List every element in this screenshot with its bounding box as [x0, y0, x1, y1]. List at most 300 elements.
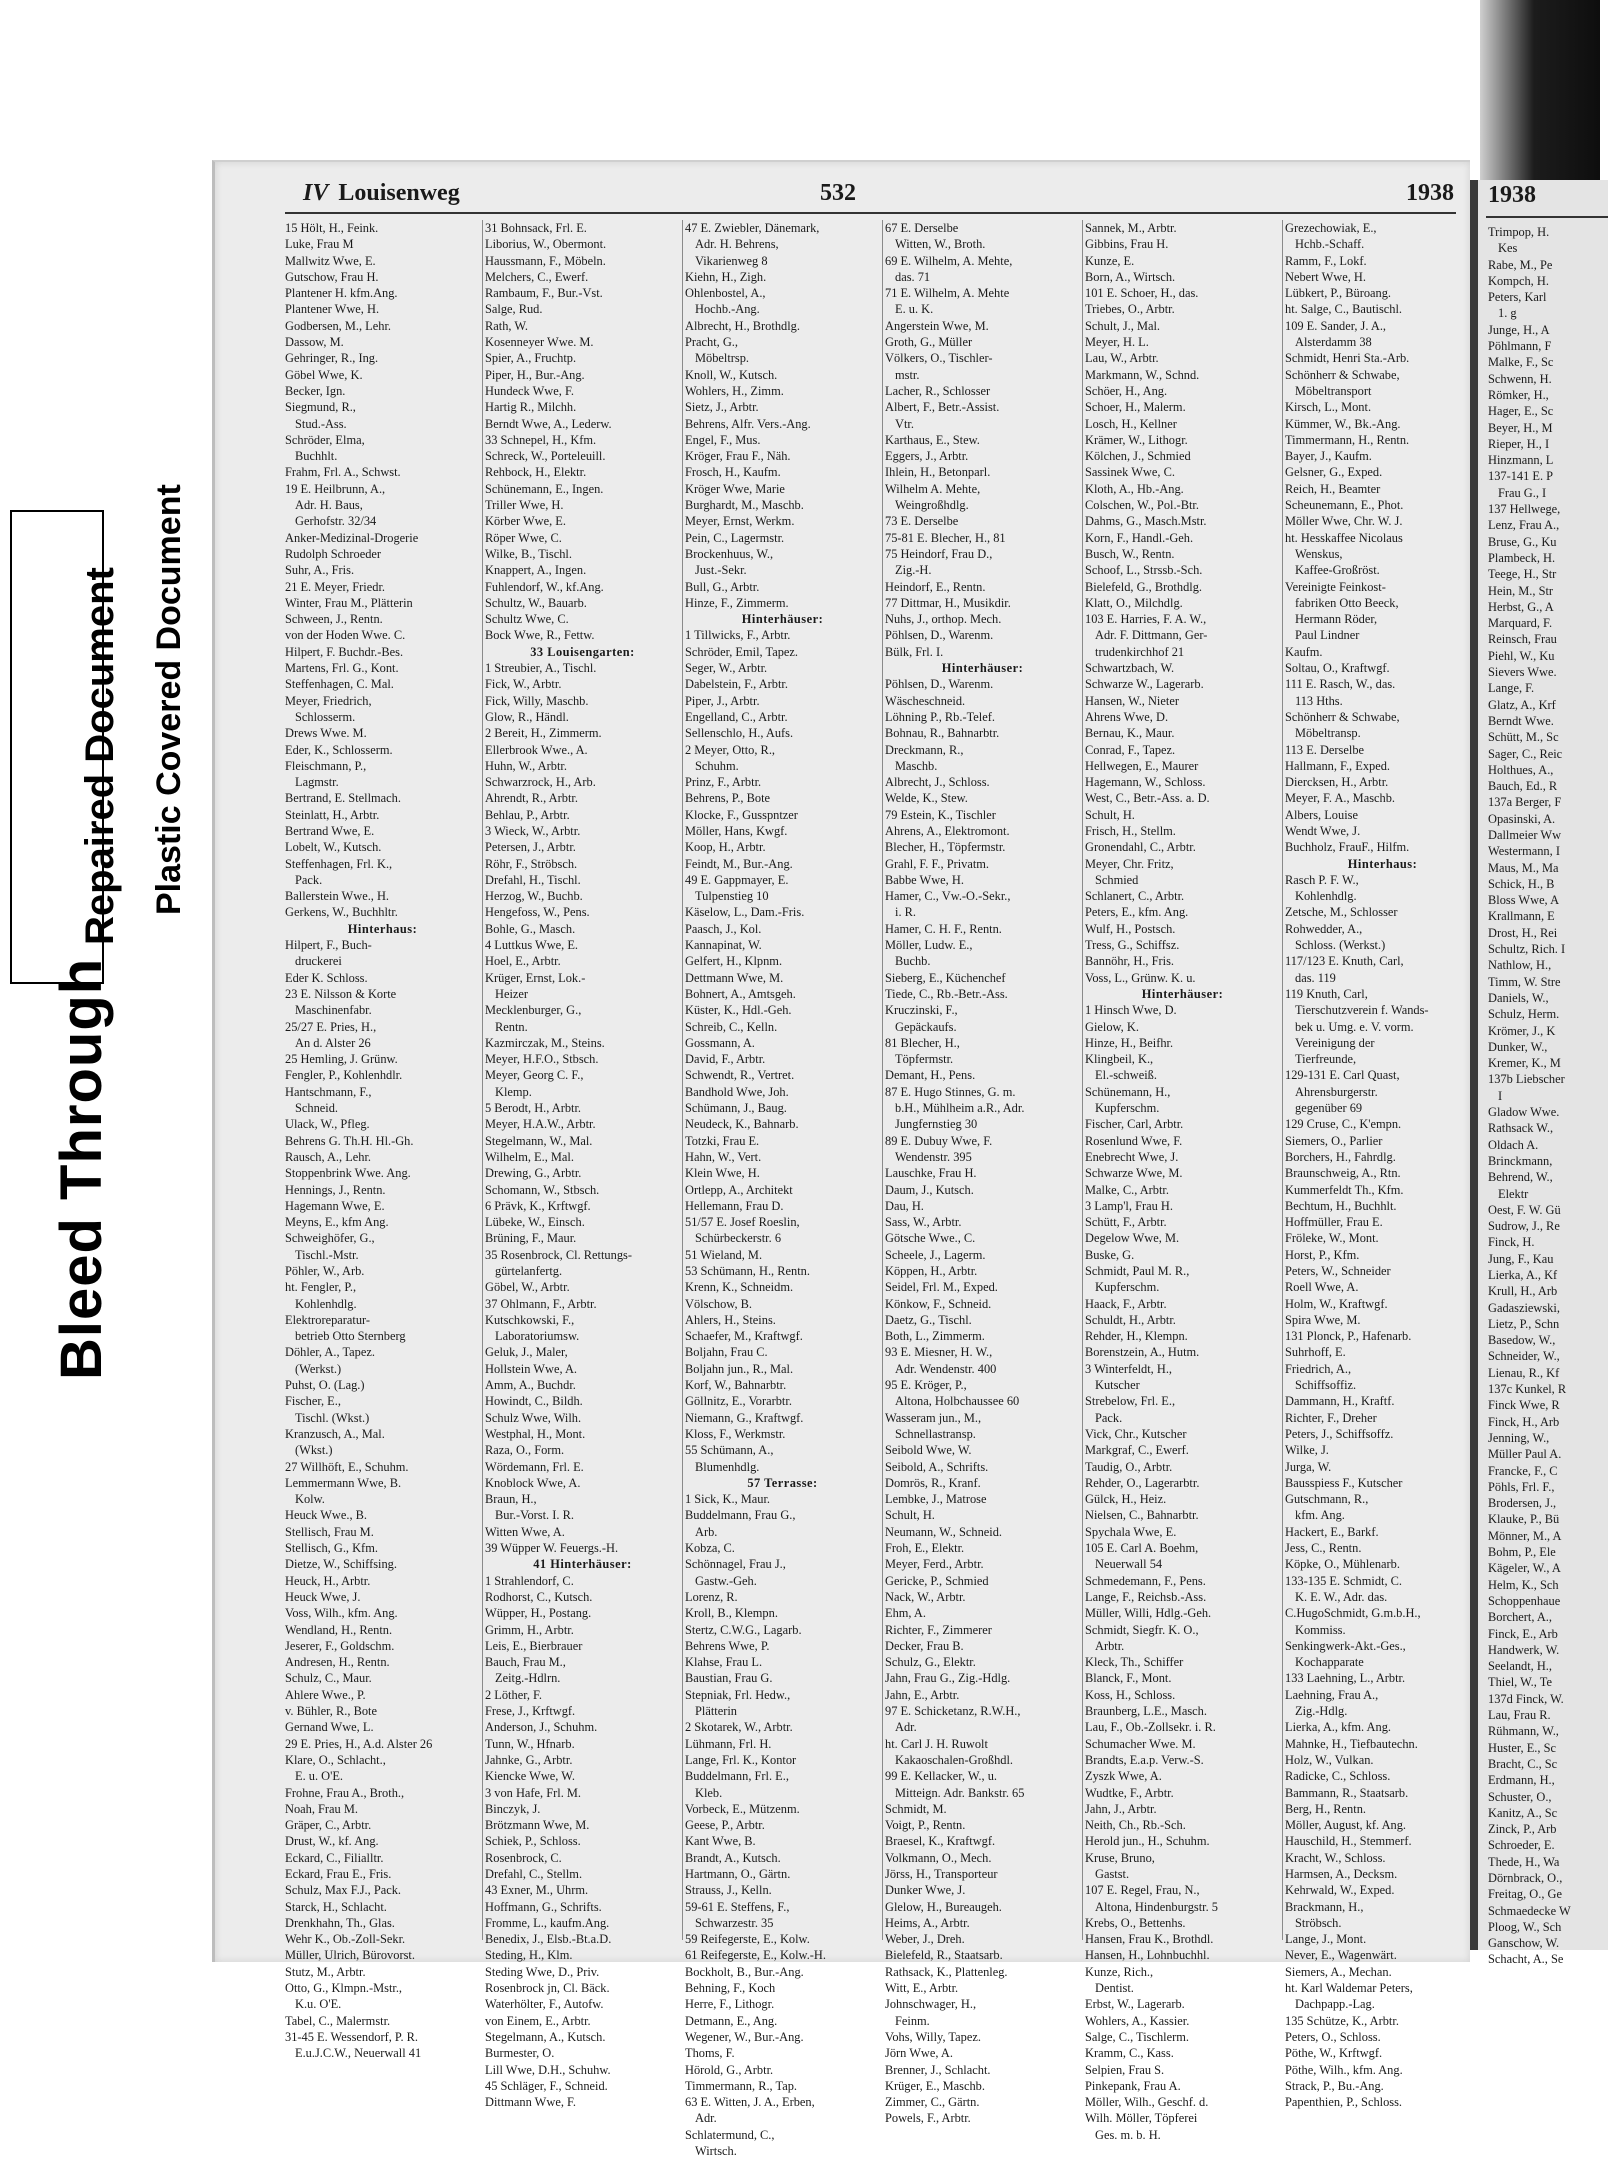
adjacent-entry: Seelandt, H., — [1488, 1659, 1553, 1674]
directory-entry: Neudeck, K., Bahnarb. — [685, 1117, 799, 1132]
directory-entry: Peters, J., Schiffsoffz. — [1285, 1426, 1394, 1441]
directory-entry: K. E. W., Adr. das. — [1295, 1589, 1388, 1604]
adjacent-entry: 137b Liebscher — [1488, 1072, 1565, 1087]
directory-entry: 1 Hinsch Wwe, D. — [1085, 1003, 1177, 1018]
directory-entry: 31-45 E. Wessendorf, P. R. — [285, 2029, 418, 2044]
directory-entry: Schütt, F., Arbtr. — [1085, 1215, 1167, 1230]
directory-entry: Ehm, A. — [885, 1606, 926, 1621]
directory-entry: 2 Bereit, H., Zimmerm. — [485, 726, 602, 741]
adjacent-entry: Schoppenhaue — [1488, 1593, 1561, 1608]
directory-entry: Puhst, O. (Lag.) — [285, 1378, 365, 1393]
directory-entry: Kaffee-Großröst. — [1295, 563, 1380, 578]
directory-entry: Kohlenhdlg. — [1295, 889, 1357, 904]
directory-entry: Richter, F., Zimmerer — [885, 1622, 992, 1637]
directory-entry: Schultz Wwe, C. — [485, 612, 569, 627]
adjacent-entry: Schick, H., B — [1488, 876, 1555, 891]
directory-entry: Buddelmann, Frl. E., — [685, 1769, 789, 1784]
directory-entry: Wirtsch. — [695, 2144, 737, 2159]
adjacent-entry: Plambeck, H. — [1488, 550, 1556, 565]
directory-entry: Schmied — [1095, 872, 1139, 887]
directory-entry: Heims, A., Arbtr. — [885, 1915, 970, 1930]
directory-entry: Braun, H., — [485, 1492, 537, 1507]
directory-entry: 1 Strahlendorf, C. — [485, 1573, 574, 1588]
directory-entry: Adr. Wendenstr. 400 — [895, 1361, 997, 1376]
directory-entry: Borenstzein, A., Hutm. — [1085, 1345, 1200, 1360]
directory-entry: Kloss, F., Werkmstr. — [685, 1426, 786, 1441]
directory-entry: Tulpenstieg 10 — [695, 889, 769, 904]
adjacent-entry: Teege, H., Str — [1488, 567, 1557, 582]
directory-entry: Eder K. Schloss. — [285, 970, 368, 985]
adjacent-entry: Elektr — [1498, 1186, 1529, 1201]
directory-entry: Braunschweig, A., Rtn. — [1285, 1166, 1401, 1181]
directory-entry: E. u. O'E. — [295, 1769, 344, 1784]
directory-entry: Lemmermann Wwe, B. — [285, 1475, 402, 1490]
directory-entry: 31 Bohnsack, Frl. E. — [485, 221, 587, 235]
directory-entry: Gräper, C., Arbtr. — [285, 1818, 372, 1833]
adjacent-entry: Glatz, A., Krf — [1488, 697, 1556, 712]
directory-entry: Heizer — [495, 986, 529, 1001]
directory-entry: Bockholt, B., Bur.-Ang. — [685, 1964, 804, 1979]
directory-entry: 51 Wieland, M. — [685, 1247, 763, 1262]
directory-entry: Wendt Wwe, J. — [1285, 823, 1361, 838]
directory-entry: Drefahl, H., Tischl. — [485, 872, 581, 887]
adjacent-entry: Schultz, Rich. I — [1488, 942, 1566, 957]
directory-entry: Rambaum, F., Bur.-Vst. — [485, 286, 603, 301]
directory-entry: 107 E. Regel, Frau, N., — [1085, 1883, 1200, 1898]
directory-entry: Kazmirczak, M., Steins. — [485, 1035, 605, 1050]
adjacent-entry: Sudrow, J., Re — [1488, 1219, 1560, 1234]
directory-entry: 79 Estein, K., Tischler — [885, 807, 996, 822]
directory-entry: Otto, G., Klmpn.-Mstr., — [285, 1981, 403, 1996]
directory-entry: Both, L., Zimmerm. — [885, 1329, 985, 1344]
directory-entry: Hackert, E., Barkf. — [1285, 1524, 1379, 1539]
directory-entry: druckerei — [295, 954, 342, 969]
directory-entry: Domrös, R., Kranf. — [885, 1475, 981, 1490]
directory-entry: Schwarze Wwe, M. — [1085, 1166, 1183, 1181]
directory-entry: Rehder, H., Klempn. — [1085, 1329, 1188, 1344]
directory-entry: ht. Karl Waldemar Peters, — [1285, 1981, 1413, 1996]
adjacent-entry: Behrend, W., — [1488, 1170, 1553, 1185]
adjacent-entry: Dörnbrack, O., — [1488, 1870, 1563, 1885]
adjacent-entry: Gladow Wwe. — [1488, 1105, 1560, 1120]
directory-entry: Daetz, G., Tischl. — [885, 1312, 972, 1327]
directory-entry: Dunker Wwe, J. — [885, 1883, 966, 1898]
directory-entry: Blumenhdlg. — [695, 1459, 760, 1474]
directory-entry: Scheele, J., Lagerm. — [885, 1247, 986, 1262]
directory-entry: 69 E. Wilhelm, A. Mehte, — [885, 253, 1013, 268]
directory-entry: Albrecht, H., Brothdlg. — [685, 318, 800, 333]
directory-entry: Schöer, H., Ang. — [1085, 383, 1168, 398]
directory-entry: Klare, O., Schlacht., — [285, 1752, 386, 1767]
directory-entry: Stud.-Ass. — [295, 416, 347, 431]
directory-entry: Vereinigte Feinkost- — [1285, 579, 1386, 594]
directory-entry: gürtelanfertg. — [495, 1264, 563, 1278]
directory-entry: Bülk, Frl. I. — [885, 644, 944, 659]
directory-entry: Korf, W., Bahnarbtr. — [685, 1378, 787, 1393]
directory-entry: Döhler, A., Tapez. — [285, 1345, 375, 1360]
directory-entry: Rath, W. — [485, 318, 529, 333]
directory-entry: Rausch, A., Lehr. — [285, 1149, 372, 1164]
directory-entry: Schult, H. — [1085, 807, 1135, 822]
directory-entry: Triebes, O., Arbtr. — [1085, 302, 1175, 317]
directory-entry: Lübkert, P., Büroang. — [1285, 286, 1391, 301]
directory-entry: Altona, Hindenburgstr. 5 — [1095, 1899, 1218, 1914]
directory-entry: Meyer, Ferd., Arbtr. — [885, 1557, 984, 1572]
directory-entry: Kracht, W., Schloss. — [1285, 1850, 1386, 1865]
directory-entry: Radicke, C., Schloss. — [1285, 1769, 1391, 1784]
directory-entry: Albrecht, J., Schloss. — [885, 775, 990, 790]
directory-entry: Feindt, M., Bur.-Ang. — [685, 856, 793, 871]
adjacent-page-year: 1938 — [1488, 182, 1536, 208]
header-rule — [285, 212, 1456, 214]
adjacent-entry: Kanitz, A., Sc — [1488, 1805, 1558, 1820]
adjacent-entry: Berndt Wwe. — [1488, 713, 1554, 728]
directory-entry: Schumacher Wwe. M. — [1085, 1736, 1196, 1751]
directory-entry: Schaefer, M., Kraftwgf. — [685, 1329, 803, 1344]
adjacent-entry: Finck, H. — [1488, 1235, 1535, 1250]
column-divider — [482, 220, 483, 1940]
directory-entry: Maschinenfabr. — [295, 1003, 372, 1018]
street-name: Louisenweg — [338, 180, 460, 206]
directory-entry: Niemann, G., Kraftwgf. — [685, 1410, 804, 1425]
directory-entry: Kehrwald, W., Exped. — [1285, 1883, 1395, 1898]
directory-entry: Götsche Wwe., C. — [885, 1231, 976, 1246]
directory-entry: Koss, H., Schloss. — [1085, 1687, 1176, 1702]
adjacent-entry: Schacht, A., Se — [1488, 1952, 1564, 1967]
directory-entry: 15 Hölt, H., Feink. — [285, 221, 379, 235]
directory-entry: Frohne, Frau A., Broth., — [285, 1785, 405, 1800]
directory-entry: Fischer, E., — [285, 1394, 341, 1409]
directory-entry: Busch, W., Rentn. — [1085, 546, 1175, 561]
directory-entry: 73 E. Derselbe — [885, 514, 959, 529]
directory-entry: Kosenneyer Wwe. M. — [485, 335, 594, 350]
directory-entry: Steding Wwe, D., Priv. — [485, 1964, 600, 1979]
directory-column-4 — [885, 220, 1080, 2126]
directory-entry: Knoll, W., Kutsch. — [685, 367, 778, 382]
adjacent-entry: Sievers Wwe. — [1488, 665, 1557, 680]
directory-entry: Luke, Frau M — [285, 237, 354, 252]
directory-entry: Stegelmann, W., Mal. — [485, 1133, 593, 1148]
directory-entry: Zyszk Wwe, A. — [1085, 1769, 1162, 1784]
directory-entry: Timmermann, H., Rentn. — [1285, 432, 1410, 447]
adjacent-entry: Schmaedecke W — [1488, 1903, 1571, 1918]
directory-entry: Steding, H., Klm. — [485, 1948, 573, 1963]
adjacent-entry: Helm, K., Sch — [1488, 1577, 1559, 1592]
directory-entry: Schröder, Emil, Tapez. — [685, 644, 798, 659]
directory-entry: 71 E. Wilhelm, A. Mehte — [885, 286, 1010, 301]
directory-entry: Just.-Sekr. — [695, 563, 747, 578]
directory-entry: 59 Reifegerste, E., Kolw. — [685, 1932, 810, 1947]
adjacent-entry: Trimpop, H. — [1488, 225, 1550, 239]
directory-entry: Schwartzbach, W. — [1085, 661, 1175, 676]
directory-entry: ht. Fengler, P., — [285, 1280, 357, 1295]
directory-entry: Kochapparate — [1295, 1655, 1364, 1670]
directory-entry: Köppen, H., Arbtr. — [885, 1264, 978, 1278]
directory-entry: Hörold, G., Arbtr. — [685, 2062, 774, 2077]
directory-entry: Tiede, C., Rb.-Betr.-Ass. — [885, 986, 1008, 1001]
directory-entry: Meyer, H.A.W., Arbtr. — [485, 1117, 596, 1132]
directory-entry: Möller, Hans, Kwgf. — [685, 823, 788, 838]
directory-entry: Engel, F., Mus. — [685, 432, 761, 447]
directory-entry: Noah, Frau M. — [285, 1801, 358, 1816]
directory-entry: Hansen, H., Lohnbuchhl. — [1085, 1948, 1210, 1963]
directory-entry: Schomann, W., Stbsch. — [485, 1182, 600, 1197]
adjacent-entry: Hinzmann, L — [1488, 453, 1554, 468]
directory-entry: Kiehn, H., Zigh. — [685, 269, 767, 284]
directory-entry: Steffenhagen, C. Mal. — [285, 677, 394, 692]
directory-entry: Jahn, J., Arbtr. — [1085, 1801, 1157, 1816]
adjacent-entry: Peters, Karl — [1488, 290, 1547, 305]
directory-entry: Fengler, P., Kohlenhdlr. — [285, 1068, 403, 1083]
column-divider — [1282, 220, 1283, 1940]
adjacent-entry: Bohm, P., Ele — [1488, 1545, 1556, 1560]
directory-entry: Karthaus, E., Stew. — [885, 432, 980, 447]
directory-entry: Gutschmann, R., — [1285, 1492, 1369, 1507]
adjacent-entry: Ganschow, W. — [1488, 1936, 1560, 1951]
directory-entry: Kloth, A., Hb.-Ang. — [1085, 481, 1184, 496]
directory-entry: Zimmer, C., Gärtn. — [885, 2095, 980, 2110]
directory-entry: Hchb.-Schaff. — [1295, 237, 1365, 252]
directory-entry: Eckard, Frau E., Fris. — [285, 1866, 392, 1881]
directory-entry: Ellerbrook Wwe., A. — [485, 742, 588, 757]
directory-entry: Möbeltrsp. — [695, 351, 750, 366]
directory-entry: Kleck, Th., Schiffer — [1085, 1655, 1184, 1670]
directory-entry: West, C., Betr.-Ass. a. D. — [1085, 791, 1210, 806]
directory-entry: 6 Prävk, K., Krftwgf. — [485, 1198, 591, 1213]
scan-border-top — [0, 0, 1600, 48]
plastic-covered-label: Plastic Covered Document — [150, 484, 188, 915]
directory-entry: Krüger, Ernst, Lok.- — [485, 970, 586, 985]
directory-entry: Heuck Wwe, J. — [285, 1589, 361, 1604]
directory-entry: 75-81 E. Blecher, H., 81 — [885, 530, 1006, 545]
directory-entry: Seger, W., Arbtr. — [685, 661, 768, 676]
directory-entry: Hagemann Wwe, E. — [285, 1198, 385, 1213]
directory-entry: Witten, W., Broth. — [895, 237, 986, 252]
directory-entry: Dittmann Wwe, F. — [485, 2095, 577, 2110]
directory-entry: Jahn, E., Arbtr. — [885, 1687, 960, 1702]
directory-entry: Schweighöfer, G., — [285, 1231, 375, 1246]
directory-entry: Roell Wwe, A. — [1285, 1280, 1359, 1295]
directory-entry: Pack. — [295, 872, 323, 887]
directory-entry: Kant Wwe, B. — [685, 1834, 756, 1849]
directory-entry: Pöthe, Wilh., kfm. Ang. — [1285, 2062, 1403, 2077]
adjacent-entry: Beyer, H., M — [1488, 420, 1553, 435]
directory-entry: Fischer, Carl, Arbtr. — [1085, 1117, 1184, 1132]
directory-entry: Berg, H., Rentn. — [1285, 1801, 1366, 1816]
directory-entry: 131 Plonck, P., Hafenarb. — [1285, 1329, 1412, 1344]
directory-entry: Wenskus, — [1295, 546, 1343, 561]
directory-entry: Boljahn, Frau C. — [685, 1345, 768, 1360]
adjacent-entry: Rabe, M., Pe — [1488, 257, 1553, 272]
scanned-directory-page — [212, 160, 1470, 2159]
directory-entry: Gehringer, R., Ing. — [285, 351, 379, 366]
adjacent-entry: Oest, F. W. Gü — [1488, 1202, 1561, 1217]
directory-entry: Schoer, H., Malerm. — [1085, 400, 1186, 415]
directory-entry: Welde, K., Stew. — [885, 791, 968, 806]
directory-entry: 105 E. Carl A. Boehm, — [1085, 1541, 1199, 1556]
directory-entry: Gülck, H., Heiz. — [1085, 1492, 1167, 1507]
directory-entry: Wegener, W., Bur.-Ang. — [685, 2029, 804, 2044]
directory-entry: Buchb. — [895, 954, 931, 969]
scanner-edge-shadow — [1480, 0, 1600, 210]
directory-entry: 129-131 E. Carl Quast, — [1285, 1068, 1400, 1083]
directory-entry: Voss, L., Grünw. K. u. — [1085, 970, 1196, 985]
adjacent-entry: Krull, H., Arb — [1488, 1284, 1558, 1299]
directory-entry: Stoppenbrink Wwe. Ang. — [285, 1166, 411, 1181]
directory-entry: Stertz, C.W.G., Lagarb. — [685, 1622, 802, 1637]
directory-entry: Hahn, W., Vert. — [685, 1149, 762, 1164]
directory-entry: 129 Cruse, C., K'empn. — [1285, 1117, 1402, 1132]
directory-entry: Schnellastransp. — [895, 1426, 976, 1441]
directory-entry: Piper, J., Arbtr. — [685, 693, 760, 708]
directory-entry: E. u. K. — [895, 302, 934, 317]
directory-entry: E.u.J.C.W., Neuerwall 41 — [295, 2046, 422, 2061]
directory-entry: Meyer, H. L. — [1085, 335, 1149, 350]
directory-entry: Borchers, H., Fahrdlg. — [1285, 1149, 1396, 1164]
directory-entry: Göllnitz, E., Vorarbtr. — [685, 1394, 792, 1409]
directory-entry: Tunn, W., Hfnarb. — [485, 1736, 575, 1751]
adjacent-entry: Brinckmann, — [1488, 1153, 1553, 1168]
directory-entry: 63 E. Witten, J. A., Erben, — [685, 2095, 815, 2110]
directory-entry: Ahrens, A., Elektromont. — [885, 823, 1010, 838]
directory-entry: Senkingwerk-Akt.-Ges., — [1285, 1638, 1406, 1653]
directory-entry: Adr. H. Behrens, — [695, 237, 779, 252]
directory-entry: Froh, E., Elektr. — [885, 1541, 965, 1556]
directory-entry: Gielow, K. — [1085, 1019, 1139, 1034]
directory-entry: Markmann, W., Schnd. — [1085, 367, 1200, 382]
directory-entry: (Wkst.) — [295, 1443, 333, 1458]
directory-entry: Fick, Willy, Maschb. — [485, 693, 589, 708]
directory-entry: 109 E. Sander, J. A., — [1285, 318, 1387, 333]
directory-entry: 49 E. Gappmayer, E. — [685, 872, 789, 887]
directory-entry: Hellwegen, E., Maurer — [1085, 758, 1199, 773]
directory-entry: Schreck, W., Porteleuill. — [485, 449, 606, 464]
directory-entry: Harmsen, A., Decksm. — [1285, 1866, 1398, 1881]
directory-entry: Decker, Frau B. — [885, 1638, 964, 1653]
directory-entry: 41 Hinterhäuser: — [533, 1557, 632, 1572]
adjacent-entry: Gadasziewski, — [1488, 1300, 1560, 1315]
directory-entry: Schwendt, R., Vertret. — [685, 1068, 795, 1083]
directory-columns — [285, 220, 1455, 2159]
directory-column-3 — [685, 220, 880, 2159]
adjacent-entry: Pöhls, Frl. F., — [1488, 1479, 1555, 1494]
repaired-document-label: Repaired Document — [78, 567, 122, 945]
adjacent-entry: Thiel, W., Te — [1488, 1675, 1552, 1690]
directory-entry: Käselow, L., Dam.-Fris. — [685, 905, 805, 920]
directory-entry: 2 Meyer, Otto, R., — [685, 742, 776, 757]
directory-entry: Elektroreparatur- — [285, 1312, 371, 1327]
directory-entry: Hellemann, Frau D. — [685, 1198, 784, 1213]
directory-entry: Bielefeld, R., Staatsarb. — [885, 1948, 1003, 1963]
directory-entry: Huhn, W., Arbtr. — [485, 758, 567, 773]
directory-entry: von der Hoden Wwe. C. — [285, 628, 406, 643]
directory-entry: Hagemann, W., Schloss. — [1085, 775, 1206, 790]
directory-entry: Kirsch, L., Mont. — [1285, 400, 1372, 415]
directory-entry: Buchhlt. — [295, 449, 338, 464]
directory-entry: Kakaoschalen-Großhdl. — [895, 1752, 1014, 1767]
directory-entry: Kleb. — [695, 1785, 723, 1800]
directory-entry: Altona, Holbchaussee 60 — [895, 1394, 1020, 1409]
directory-entry: Behrens, Alfr. Vers.-Ang. — [685, 416, 811, 431]
directory-entry: Burmester, O. — [485, 2046, 555, 2061]
adjacent-entry: Rathsack W., — [1488, 1121, 1554, 1136]
directory-entry: Schürbeckerstr. 6 — [695, 1231, 782, 1246]
directory-entry: Kruczinski, F., — [885, 1003, 958, 1018]
directory-entry: Töpfermstr. — [895, 1052, 954, 1067]
directory-entry: Papenthien, P., Schloss. — [1285, 2095, 1403, 2110]
directory-entry: Schmidt, Henri Sta.-Arb. — [1285, 351, 1410, 366]
directory-entry: Brandt, A., Kutsch. — [685, 1850, 781, 1865]
adjacent-entry: Kes — [1498, 241, 1518, 256]
directory-entry: Bull, G., Arbtr. — [685, 579, 760, 594]
directory-entry: Mahnke, H., Tiefbautechn. — [1285, 1736, 1418, 1751]
directory-entry: Schulz, C., Maur. — [285, 1671, 372, 1686]
directory-entry: Kunze, E. — [1085, 253, 1135, 268]
adjacent-entry: Krömer, J., K — [1488, 1023, 1556, 1038]
directory-entry: Kümmer, W., Bk.-Ang. — [1285, 416, 1401, 431]
directory-entry: Grahl, F. F., Privatm. — [885, 856, 990, 871]
directory-entry: Nuhs, J., orthop. Mech. — [885, 612, 1002, 627]
adjacent-entry: Lange, F. — [1488, 681, 1535, 696]
directory-entry: Ulack, W., Pfleg. — [285, 1117, 370, 1132]
directory-entry: Markgraf, C., Ewerf. — [1085, 1443, 1189, 1458]
adjacent-entry: Hein, M., Str — [1488, 583, 1554, 598]
directory-entry: Richter, F., Dreher — [1285, 1410, 1377, 1425]
directory-entry: Hinze, F., Zimmerm. — [685, 595, 789, 610]
directory-entry: An d. Alster 26 — [295, 1035, 371, 1050]
directory-entry: Lacher, R., Schlosser — [885, 383, 991, 398]
adjacent-entry: Daniels, W., — [1488, 990, 1549, 1005]
directory-entry: Brötzmann Wwe, M. — [485, 1818, 590, 1833]
adjacent-entry: 1. g — [1498, 306, 1517, 321]
directory-entry: Göbel Wwe, K. — [285, 367, 363, 382]
page-number: 532 — [820, 180, 856, 206]
directory-entry: Adr. F. Dittmann, Ger- — [1095, 628, 1208, 643]
adjacent-entry: 137c Kunkel, R — [1488, 1382, 1567, 1397]
adjacent-entry: Schuster, O., — [1488, 1789, 1552, 1804]
directory-entry: Müller, Willi, Hdlg.-Geh. — [1085, 1606, 1212, 1621]
directory-entry: Powels, F., Arbtr. — [885, 2111, 971, 2126]
directory-entry: Paasch, J., Kol. — [685, 921, 762, 936]
directory-entry: Schult, J., Mal. — [1085, 318, 1161, 333]
adjacent-entry: 137 Hellwege, — [1488, 502, 1561, 517]
directory-entry: Siemers, O., Parlier — [1285, 1133, 1383, 1148]
directory-entry: Vereinigung der — [1295, 1035, 1375, 1050]
adjacent-entry: Holthues, A., — [1488, 762, 1554, 777]
adjacent-entry: Brodersen, J., — [1488, 1496, 1557, 1511]
adjacent-entry: Finck, E., Arb — [1488, 1626, 1558, 1641]
directory-entry: Hauschild, H., Stemmerf. — [1285, 1834, 1412, 1849]
directory-entry: Eggers, J., Arbtr. — [885, 449, 969, 464]
directory-entry: Drews Wwe. M. — [285, 726, 367, 741]
directory-entry: Möller, August, kf. Ang. — [1285, 1818, 1407, 1833]
directory-entry: Maschb. — [895, 758, 938, 773]
directory-entry: Rohwedder, A., — [1285, 921, 1363, 936]
directory-entry: 133-135 E. Schmidt, C. — [1285, 1573, 1403, 1588]
directory-entry: Prinz, F., Arbtr. — [685, 775, 762, 790]
directory-entry: Schulz, G., Elektr. — [885, 1655, 976, 1670]
directory-entry: 1 Sick, K., Maur. — [685, 1492, 771, 1507]
directory-entry: Schult, H. — [885, 1508, 935, 1523]
directory-entry: Drust, W., kf. Ang. — [285, 1834, 379, 1849]
directory-entry: Fleischmann, P., — [285, 758, 367, 773]
directory-entry: Drewing, G., Arbtr. — [485, 1166, 582, 1181]
directory-entry: Peters, W., Schneider — [1285, 1264, 1391, 1278]
directory-entry: Spier, A., Fruchtp. — [485, 351, 577, 366]
adjacent-entry: Schneider, W., — [1488, 1349, 1560, 1364]
directory-entry: Kunze, Rich., — [1085, 1964, 1154, 1979]
directory-entry: 1 Tillwicks, F., Arbtr. — [685, 628, 791, 643]
